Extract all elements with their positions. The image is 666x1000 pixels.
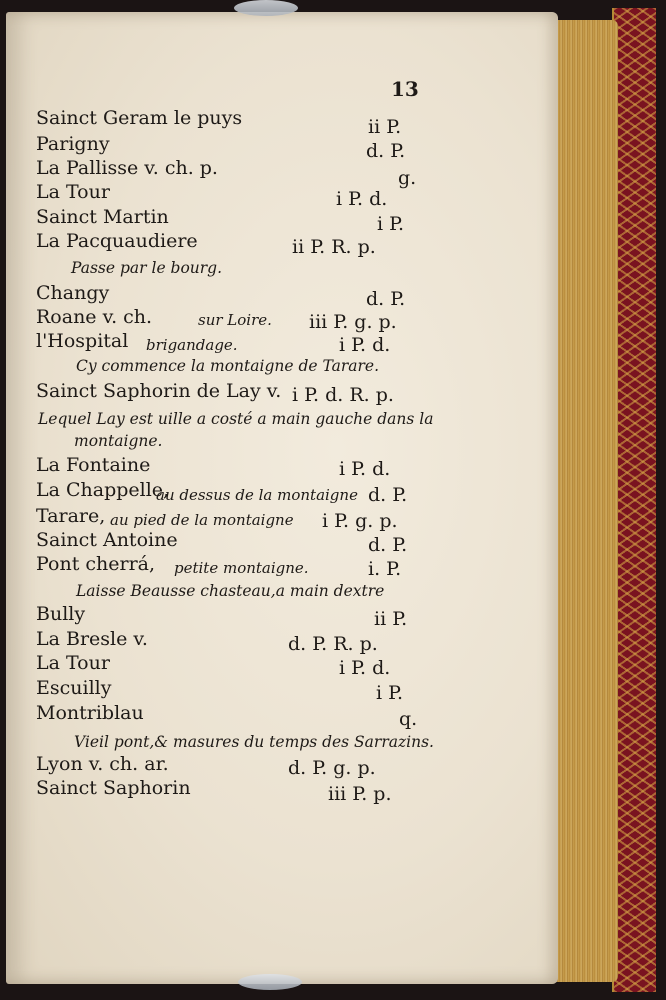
page-clip-top	[234, 0, 298, 16]
place-name: Sainct Saphorin	[36, 777, 191, 799]
gilded-page-edge	[548, 20, 618, 982]
route-note: Vieil pont,& masures du temps des Sarrazins.	[74, 733, 434, 751]
page-clip-bottom	[238, 974, 302, 990]
place-name: Sainct Martin	[36, 206, 169, 228]
place-name: La Chappelle,	[36, 479, 170, 501]
place-marks: ii P. R. p.	[292, 236, 376, 258]
place-name: Tarare,	[36, 505, 106, 527]
place-name: Roane v. ch.	[36, 306, 153, 328]
route-note: Laisse Beausse chasteau,a main dextre	[76, 582, 385, 600]
place-marks: i P. d.	[339, 334, 391, 356]
place-marks: i P. g. p.	[322, 510, 398, 532]
route-note: Cy commence la montaigne de Tarare.	[76, 357, 380, 375]
place-marks: i P. d.	[339, 657, 391, 679]
place-marks: d. P. R. p.	[288, 633, 378, 655]
place-marks: i P.	[377, 213, 405, 235]
place-note: brigandage.	[146, 336, 238, 354]
place-marks: i P. d.	[336, 188, 388, 210]
place-name: Lyon v. ch. ar.	[36, 753, 169, 775]
place-name: Montriblau	[36, 702, 144, 724]
place-note: petite montaigne.	[174, 559, 309, 577]
place-note: au pied de la montaigne	[110, 511, 294, 529]
place-marks: ii P.	[368, 116, 402, 138]
place-marks: q.	[399, 708, 418, 730]
place-name: Bully	[36, 603, 86, 625]
place-note: au dessus de la montaigne	[156, 486, 358, 504]
place-marks: i P. d. R. p.	[292, 384, 394, 406]
place-name: La Bresle v.	[36, 628, 148, 650]
route-note: montaigne.	[74, 432, 163, 450]
book-cover-edge	[612, 8, 656, 992]
place-marks: d. P.	[368, 534, 408, 556]
place-name: Sainct Geram le puys	[36, 107, 243, 129]
place-marks: d. P.	[366, 288, 406, 310]
place-name: Sainct Saphorin de Lay v.	[36, 380, 282, 402]
place-marks: d. P. g. p.	[288, 757, 376, 779]
place-name: La Tour	[36, 652, 110, 674]
place-marks: d. P.	[366, 140, 406, 162]
place-marks: d. P.	[368, 484, 408, 506]
place-name: La Pacquaudiere	[36, 230, 198, 252]
place-marks: iii P. g. p.	[309, 311, 397, 333]
place-marks: g.	[398, 167, 417, 189]
place-name: Sainct Antoine	[36, 529, 178, 551]
route-note: Passe par le bourg.	[71, 259, 223, 277]
place-marks: ii P.	[374, 608, 408, 630]
place-marks: i. P.	[368, 558, 402, 580]
place-note: sur Loire.	[198, 311, 272, 329]
place-name: Pont cherrá,	[36, 553, 156, 575]
place-name: La Fontaine	[36, 454, 151, 476]
place-name: l'Hospital	[36, 330, 129, 352]
place-name: Changy	[36, 282, 110, 304]
place-name: Escuilly	[36, 677, 112, 699]
route-note: Lequel Lay est uille a costé a main gauche dans la	[38, 410, 434, 428]
place-name: La Pallisse v. ch. p.	[36, 157, 218, 179]
book-page	[6, 12, 558, 984]
place-marks: i P.	[376, 682, 404, 704]
place-name: La Tour	[36, 181, 110, 203]
page-number: 13	[391, 77, 419, 101]
place-marks: iii P. p.	[328, 783, 392, 805]
place-name: Parigny	[36, 133, 110, 155]
place-marks: i P. d.	[339, 458, 391, 480]
